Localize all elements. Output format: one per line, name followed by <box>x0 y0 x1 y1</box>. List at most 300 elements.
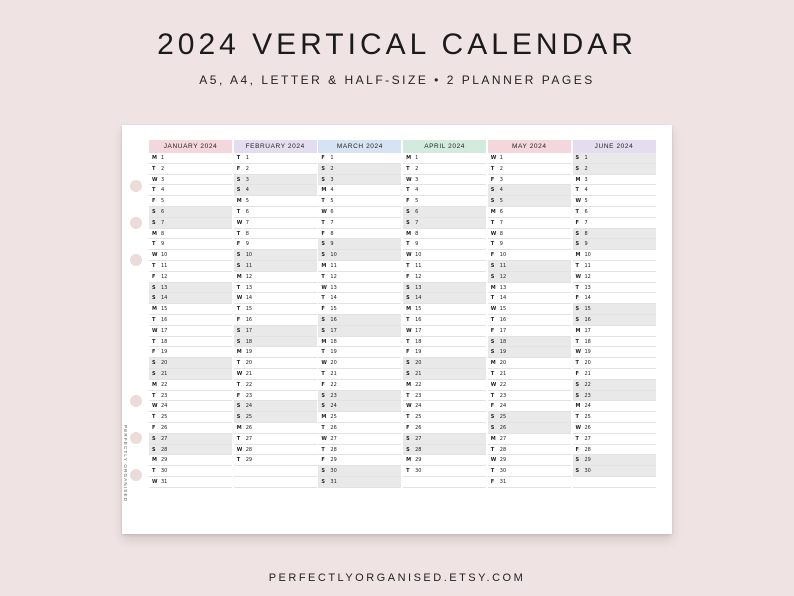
weekday-letter: W <box>406 327 412 334</box>
day-row[interactable] <box>403 455 486 466</box>
weekday-letter: M <box>490 360 496 367</box>
day-row[interactable] <box>403 466 486 477</box>
day-number: 11 <box>161 262 168 269</box>
month-column <box>318 140 401 488</box>
day-number: 14 <box>415 295 422 302</box>
day-row[interactable] <box>488 347 571 358</box>
day-row[interactable] <box>234 164 317 175</box>
day-row[interactable] <box>403 250 486 261</box>
day-row[interactable] <box>149 434 232 445</box>
day-row[interactable] <box>488 434 571 445</box>
day-row[interactable] <box>573 283 656 294</box>
day-row[interactable] <box>234 153 317 164</box>
day-row[interactable] <box>488 196 571 207</box>
day-number: 22 <box>415 381 422 388</box>
weekday-letter: T <box>406 165 410 172</box>
day-number: 3 <box>245 176 249 183</box>
day-row[interactable] <box>403 391 486 402</box>
day-number: 19 <box>330 349 337 356</box>
day-row[interactable] <box>318 185 401 196</box>
day-number: 29 <box>330 457 337 464</box>
day-row[interactable] <box>403 401 486 412</box>
day-row[interactable] <box>488 358 571 369</box>
day-row[interactable] <box>573 261 656 272</box>
day-number: 3 <box>161 176 165 183</box>
day-number: 26 <box>245 424 253 431</box>
day-row[interactable] <box>318 272 401 283</box>
day-number: 22 <box>330 381 337 388</box>
day-number: 2 <box>330 165 334 172</box>
day-row[interactable] <box>403 272 486 283</box>
day-number: 10 <box>245 252 253 259</box>
day-row[interactable] <box>234 401 317 412</box>
day-number: 19 <box>161 349 168 356</box>
day-row[interactable] <box>573 455 656 466</box>
day-number: 23 <box>584 392 591 399</box>
day-number: 18 <box>245 338 253 345</box>
day-row[interactable] <box>573 358 656 369</box>
weekday-letter: S <box>490 424 495 431</box>
day-row[interactable] <box>403 229 486 240</box>
day-row[interactable] <box>318 250 401 261</box>
day-row[interactable] <box>234 315 317 326</box>
day-row[interactable] <box>149 477 232 488</box>
day-row[interactable] <box>488 239 571 250</box>
day-row[interactable] <box>488 250 571 261</box>
day-row[interactable] <box>318 477 401 488</box>
day-number: 13 <box>499 284 507 291</box>
day-number: 21 <box>499 370 507 377</box>
day-row[interactable] <box>488 272 571 283</box>
day-row[interactable] <box>234 239 317 250</box>
day-row[interactable] <box>488 293 571 304</box>
weekday-letter: T <box>575 187 579 194</box>
day-row[interactable] <box>149 185 232 196</box>
weekday-letter: T <box>490 370 495 377</box>
day-number: 13 <box>415 284 422 291</box>
day-number: 17 <box>245 327 253 334</box>
weekday-letter: T <box>406 241 410 248</box>
weekday-letter: F <box>321 155 325 161</box>
weekday-letter: T <box>236 155 241 161</box>
day-number: 9 <box>499 241 503 248</box>
day-row[interactable] <box>149 175 232 186</box>
day-number: 24 <box>584 403 591 410</box>
day-row[interactable] <box>318 283 401 294</box>
day-row[interactable] <box>318 401 401 412</box>
day-row[interactable] <box>149 445 232 456</box>
day-row[interactable] <box>234 293 317 304</box>
day-row[interactable] <box>488 423 571 434</box>
day-row[interactable] <box>318 412 401 423</box>
day-row[interactable] <box>573 164 656 175</box>
day-number: 15 <box>415 306 422 313</box>
day-row[interactable] <box>318 293 401 304</box>
day-row[interactable] <box>573 337 656 348</box>
weekday-letter: M <box>152 230 157 237</box>
day-row[interactable] <box>488 207 571 218</box>
day-number: 25 <box>499 414 507 421</box>
day-number: 6 <box>330 208 334 215</box>
day-row[interactable] <box>488 412 571 423</box>
day-row[interactable] <box>403 347 486 358</box>
day-row[interactable] <box>234 283 317 294</box>
day-row[interactable] <box>149 239 232 250</box>
day-number: 4 <box>584 187 588 194</box>
day-number: 31 <box>161 478 168 485</box>
day-row[interactable] <box>318 423 401 434</box>
day-row[interactable] <box>234 434 317 445</box>
weekday-letter: S <box>406 435 410 442</box>
day-number: 15 <box>584 306 591 313</box>
day-number: 4 <box>161 187 165 194</box>
day-number: 4 <box>245 187 249 194</box>
weekday-letter: S <box>575 306 580 313</box>
weekday-letter: T <box>236 435 241 442</box>
day-number: 24 <box>330 403 337 410</box>
punch-hole <box>130 180 142 192</box>
day-row[interactable] <box>488 153 571 164</box>
day-row[interactable] <box>318 347 401 358</box>
day-row[interactable] <box>149 391 232 402</box>
day-row[interactable] <box>403 283 486 294</box>
day-row[interactable] <box>149 466 232 477</box>
weekday-letter: W <box>575 273 582 280</box>
day-row[interactable] <box>234 272 317 283</box>
day-number: 29 <box>245 457 253 464</box>
day-row[interactable] <box>488 164 571 175</box>
day-row[interactable] <box>573 369 656 380</box>
day-row[interactable] <box>234 380 317 391</box>
day-number: 20 <box>245 360 253 367</box>
day-row[interactable] <box>318 196 401 207</box>
weekday-letter: S <box>575 468 580 475</box>
day-row[interactable] <box>573 207 656 218</box>
day-row[interactable] <box>403 337 486 348</box>
day-number: 30 <box>330 468 337 475</box>
day-row[interactable] <box>318 164 401 175</box>
day-number: 24 <box>161 403 168 410</box>
weekday-letter: M <box>321 338 327 345</box>
day-row[interactable] <box>488 283 571 294</box>
day-row[interactable] <box>318 380 401 391</box>
day-row[interactable] <box>149 315 232 326</box>
weekday-letter: W <box>236 446 243 453</box>
day-row[interactable] <box>234 250 317 261</box>
day-row[interactable] <box>403 369 486 380</box>
day-row[interactable] <box>318 175 401 186</box>
day-number: 27 <box>415 435 422 442</box>
day-row[interactable] <box>573 380 656 391</box>
weekday-letter: T <box>236 284 241 291</box>
day-row[interactable] <box>488 455 571 466</box>
day-row[interactable] <box>149 423 232 434</box>
day-row[interactable] <box>573 272 656 283</box>
day-row[interactable] <box>573 196 656 207</box>
punch-hole <box>130 432 142 444</box>
day-row[interactable] <box>573 218 656 229</box>
weekday-letter: T <box>236 457 241 464</box>
day-row[interactable] <box>149 272 232 283</box>
day-row[interactable] <box>149 250 232 261</box>
day-row[interactable] <box>573 175 656 186</box>
page-subtitle: A5, A4, LETTER & HALF-SIZE • 2 PLANNER PAGES <box>199 73 595 87</box>
day-row[interactable] <box>573 315 656 326</box>
day-row[interactable] <box>573 239 656 250</box>
day-row[interactable] <box>488 380 571 391</box>
day-row[interactable] <box>234 423 317 434</box>
day-row[interactable] <box>573 326 656 337</box>
weekday-letter: F <box>236 392 241 399</box>
day-row[interactable] <box>149 412 232 423</box>
day-row[interactable] <box>573 185 656 196</box>
day-number: 9 <box>161 241 165 248</box>
day-row[interactable] <box>149 304 232 315</box>
weekday-letter: M <box>575 176 581 183</box>
day-row[interactable] <box>149 347 232 358</box>
weekday-letter: T <box>490 219 495 226</box>
weekday-letter: F <box>321 230 325 237</box>
day-row[interactable] <box>318 434 401 445</box>
day-number: 28 <box>415 446 422 453</box>
day-row[interactable] <box>149 261 232 272</box>
day-row[interactable] <box>149 401 232 412</box>
day-row[interactable] <box>573 412 656 423</box>
day-row[interactable] <box>318 229 401 240</box>
day-number: 20 <box>330 360 337 367</box>
day-row[interactable] <box>234 391 317 402</box>
day-number: 25 <box>415 414 422 421</box>
day-number: 1 <box>245 155 249 161</box>
day-number: 26 <box>330 424 337 431</box>
day-row[interactable] <box>318 315 401 326</box>
day-row[interactable] <box>149 218 232 229</box>
day-row[interactable] <box>488 391 571 402</box>
day-row[interactable] <box>573 466 656 477</box>
day-row[interactable] <box>149 229 232 240</box>
day-row[interactable] <box>488 401 571 412</box>
day-row[interactable] <box>149 293 232 304</box>
weekday-letter: S <box>406 295 410 302</box>
day-row[interactable] <box>234 218 317 229</box>
day-row[interactable] <box>403 185 486 196</box>
weekday-letter: S <box>236 327 241 334</box>
day-row[interactable] <box>573 423 656 434</box>
weekday-letter: F <box>490 478 495 485</box>
day-row[interactable] <box>318 218 401 229</box>
day-row[interactable] <box>403 326 486 337</box>
day-row[interactable] <box>318 207 401 218</box>
day-row[interactable] <box>403 445 486 456</box>
day-row[interactable] <box>573 401 656 412</box>
day-row[interactable] <box>573 445 656 456</box>
day-row[interactable] <box>488 185 571 196</box>
day-row[interactable] <box>318 466 401 477</box>
weekday-letter: T <box>575 262 579 269</box>
day-row[interactable] <box>403 164 486 175</box>
day-row[interactable] <box>234 196 317 207</box>
day-row[interactable] <box>318 369 401 380</box>
day-row[interactable] <box>573 391 656 402</box>
day-row[interactable] <box>234 229 317 240</box>
day-row[interactable] <box>403 315 486 326</box>
day-row[interactable] <box>234 455 317 466</box>
day-number: 26 <box>499 424 507 431</box>
day-number: 18 <box>499 338 507 345</box>
day-row[interactable] <box>318 153 401 164</box>
weekday-letter: S <box>236 403 241 410</box>
day-number: 17 <box>415 327 422 334</box>
day-number: 23 <box>499 392 507 399</box>
day-row[interactable] <box>234 347 317 358</box>
day-row[interactable] <box>573 304 656 315</box>
day-row[interactable] <box>573 153 656 164</box>
day-number: 22 <box>161 381 168 388</box>
day-row[interactable] <box>403 412 486 423</box>
day-row[interactable] <box>488 477 571 488</box>
day-number: 19 <box>245 349 253 356</box>
weekday-letter: S <box>575 392 580 399</box>
day-row[interactable] <box>403 207 486 218</box>
day-row[interactable] <box>234 369 317 380</box>
day-row[interactable] <box>149 326 232 337</box>
day-number: 5 <box>499 198 503 205</box>
weekday-letter: T <box>490 241 495 248</box>
day-row[interactable] <box>234 358 317 369</box>
weekday-letter: S <box>575 316 580 323</box>
day-row[interactable] <box>234 207 317 218</box>
day-number: 5 <box>584 198 588 205</box>
weekday-letter: S <box>575 241 580 248</box>
day-number: 20 <box>161 360 168 367</box>
day-row[interactable] <box>318 304 401 315</box>
day-row[interactable] <box>573 347 656 358</box>
weekday-letter: T <box>490 316 495 323</box>
day-row[interactable] <box>488 175 571 186</box>
weekday-letter: T <box>236 230 241 237</box>
day-row[interactable] <box>149 369 232 380</box>
day-row[interactable] <box>234 185 317 196</box>
day-number: 5 <box>161 198 165 205</box>
day-number: 25 <box>161 414 168 421</box>
day-row[interactable] <box>488 337 571 348</box>
day-number: 28 <box>161 446 168 453</box>
weekday-letter: T <box>152 392 156 399</box>
day-row[interactable] <box>149 153 232 164</box>
day-row[interactable] <box>573 434 656 445</box>
weekday-letter: S <box>575 230 580 237</box>
weekday-letter: F <box>152 424 156 431</box>
day-row[interactable] <box>149 207 232 218</box>
day-number: 8 <box>499 230 503 237</box>
day-row[interactable] <box>234 412 317 423</box>
day-number: 27 <box>161 435 168 442</box>
day-row[interactable] <box>234 261 317 272</box>
day-row[interactable] <box>488 304 571 315</box>
day-row[interactable] <box>318 239 401 250</box>
day-row[interactable] <box>573 229 656 240</box>
day-row[interactable] <box>318 455 401 466</box>
day-row[interactable] <box>149 164 232 175</box>
day-row[interactable] <box>403 153 486 164</box>
day-row[interactable] <box>149 283 232 294</box>
weekday-letter: M <box>236 424 242 431</box>
day-row[interactable] <box>234 445 317 456</box>
day-row[interactable] <box>403 380 486 391</box>
day-row[interactable] <box>403 218 486 229</box>
day-row[interactable] <box>573 250 656 261</box>
day-row[interactable] <box>488 261 571 272</box>
weekday-letter: T <box>236 381 241 388</box>
day-row[interactable] <box>149 455 232 466</box>
day-row[interactable] <box>573 293 656 304</box>
day-row[interactable] <box>149 337 232 348</box>
day-row[interactable] <box>234 175 317 186</box>
day-number: 21 <box>415 370 422 377</box>
weekday-letter: S <box>490 262 495 269</box>
day-row[interactable] <box>318 391 401 402</box>
day-number: 18 <box>415 338 422 345</box>
day-number: 10 <box>161 252 168 259</box>
weekday-letter: T <box>152 187 156 194</box>
day-row[interactable] <box>318 326 401 337</box>
day-row[interactable] <box>234 326 317 337</box>
day-number: 24 <box>415 403 422 410</box>
weekday-letter: T <box>152 316 156 323</box>
day-row[interactable] <box>149 196 232 207</box>
day-row[interactable] <box>234 337 317 348</box>
day-row[interactable] <box>403 358 486 369</box>
day-row[interactable] <box>488 218 571 229</box>
day-row[interactable] <box>149 380 232 391</box>
day-row[interactable] <box>403 304 486 315</box>
day-number: 13 <box>161 284 168 291</box>
month-header: MARCH 2024 <box>318 140 401 153</box>
day-row[interactable] <box>488 369 571 380</box>
day-row[interactable] <box>488 326 571 337</box>
weekday-letter: F <box>406 349 410 356</box>
day-row[interactable] <box>488 445 571 456</box>
weekday-letter: M <box>321 262 327 269</box>
day-row[interactable] <box>149 358 232 369</box>
weekday-letter: S <box>490 198 495 205</box>
day-number: 4 <box>330 187 334 194</box>
day-row[interactable] <box>318 445 401 456</box>
day-row[interactable] <box>488 315 571 326</box>
weekday-letter: T <box>490 392 495 399</box>
weekday-letter: F <box>321 381 325 388</box>
day-row[interactable] <box>318 358 401 369</box>
day-row[interactable] <box>403 423 486 434</box>
weekday-letter: M <box>575 327 581 334</box>
day-row[interactable] <box>403 196 486 207</box>
day-row[interactable] <box>318 337 401 348</box>
weekday-letter: S <box>575 155 580 161</box>
day-row[interactable] <box>318 261 401 272</box>
day-row[interactable] <box>488 229 571 240</box>
day-row[interactable] <box>403 434 486 445</box>
day-row[interactable] <box>403 293 486 304</box>
day-row[interactable] <box>403 239 486 250</box>
day-row[interactable] <box>488 466 571 477</box>
weekday-letter: S <box>152 446 156 453</box>
day-row[interactable] <box>403 261 486 272</box>
day-number: 2 <box>584 165 588 172</box>
day-row[interactable] <box>234 304 317 315</box>
day-number: 26 <box>584 424 591 431</box>
weekday-letter: W <box>152 252 158 259</box>
day-row[interactable] <box>403 175 486 186</box>
